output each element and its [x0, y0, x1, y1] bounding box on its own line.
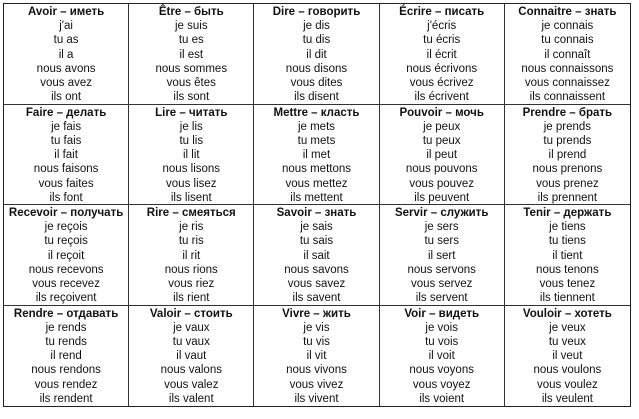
verb-cell-rendre [4, 306, 129, 407]
verb-form: vous connaissez [524, 77, 610, 90]
verb-form: je reçois [44, 221, 88, 233]
verb-form: je vois [425, 321, 458, 334]
verb-form: vous dites [290, 77, 343, 90]
verb-form: il rit [182, 249, 201, 262]
verb-form: vous prenez [536, 177, 599, 190]
verb-form: ils connaissent [529, 91, 606, 104]
verb-form: tu écris [423, 34, 461, 47]
verb-form: je connais [541, 20, 594, 32]
verb-form: il sert [427, 249, 456, 262]
verb-title: Mettre – класть [273, 106, 360, 119]
verb-form: j'ai [59, 20, 73, 32]
verb-form: tu reçois [44, 235, 88, 248]
verb-form: nous prenons [532, 163, 603, 176]
verb-form: ils disent [294, 91, 339, 104]
verb-form: ils voient [419, 392, 465, 405]
verb-form: tu peux [422, 134, 461, 147]
verb-form: ils sont [173, 91, 210, 104]
verb-form: ils savent [292, 292, 341, 305]
verb-title: Connaitre – знать [518, 6, 617, 18]
verb-cell-dire [254, 4, 379, 105]
verb-form: tu connais [541, 34, 594, 47]
verb-form: nous valons [160, 364, 222, 377]
verb-form: je rends [45, 321, 87, 334]
verb-form: vous écrivez [409, 77, 474, 90]
verb-form: je vaux [173, 321, 210, 334]
verb-form: il vaut [176, 350, 207, 363]
verb-form: je vis [303, 321, 330, 334]
verb-form: je dis [303, 20, 330, 32]
verb-form: tu prends [543, 134, 592, 147]
verb-form: il met [302, 149, 331, 162]
verb-form: vous savez [287, 278, 346, 291]
verb-form: je sais [300, 221, 333, 233]
verb-form: ils servent [415, 292, 468, 305]
verb-form: je suis [174, 20, 208, 32]
verb-title: Vivre – жить [282, 307, 351, 320]
verb-form: nous pouvons [405, 163, 478, 176]
verb-cell-mettre [254, 105, 379, 206]
verb-form: ils lisent [170, 191, 212, 204]
verb-form: nous rendons [31, 364, 101, 377]
verb-form: nous mettons [281, 163, 352, 176]
verb-title: Avoir – иметь [27, 6, 105, 18]
verb-form: ils tiennent [539, 292, 595, 305]
verb-title: Voir – видеть [404, 307, 480, 320]
verb-form: il dit [306, 48, 327, 61]
verb-cell-tenir [505, 205, 630, 306]
verb-cell-lire [129, 105, 254, 206]
verb-cell-vivre [254, 306, 379, 407]
verb-form: nous vivons [286, 364, 347, 377]
verb-form: tu vis [303, 335, 330, 348]
verb-title: Faire – делать [25, 106, 107, 119]
verb-cell-recevoir [4, 205, 129, 306]
verb-form: vous voulez [537, 378, 598, 391]
verb-title: Valoir – стоить [149, 307, 233, 320]
verb-form: je veux [549, 321, 586, 334]
verb-form: j'écris [427, 20, 457, 32]
verb-form: ils font [49, 191, 83, 204]
verb-form: vous mettez [285, 177, 348, 190]
verb-form: je ris [179, 221, 204, 233]
verb-form: vous recevez [32, 278, 100, 291]
verb-title: Vouloir – хотеть [522, 307, 612, 320]
verb-form: je prends [543, 120, 592, 133]
verb-form: tu vaux [172, 335, 210, 348]
verb-form: vous servez [411, 278, 473, 291]
verb-form: tu rends [45, 335, 87, 348]
verb-cell-pouvoir [380, 105, 505, 206]
verb-form: nous lisons [162, 163, 221, 176]
verb-title: Dire – говорить [272, 6, 361, 18]
verb-form: il fait [54, 149, 78, 162]
verb-form: je tiens [549, 221, 586, 233]
verb-title: Être – быть [158, 6, 224, 18]
verb-form: il veut [552, 350, 583, 363]
verb-form: je mets [297, 120, 336, 133]
verb-form: nous voyons [409, 364, 474, 377]
verb-cell-ecrire [380, 4, 505, 105]
verb-form: tu ris [178, 235, 204, 248]
verb-title: Rire – смеяться [146, 207, 236, 219]
verb-form: ils valent [168, 392, 214, 405]
verb-form: vous rendez [34, 378, 98, 391]
verb-form: nous savons [284, 263, 349, 276]
verb-form: ils vivent [294, 392, 339, 405]
verb-form: nous voulons [533, 364, 602, 377]
verb-title: Prendre – брать [522, 106, 613, 119]
verb-form: ils reçoivent [35, 292, 97, 305]
verb-form: nous faisons [33, 163, 99, 176]
verb-form: il reçoit [47, 249, 85, 262]
verb-cell-faire [4, 105, 129, 206]
verb-form: nous connaissons [521, 62, 614, 75]
verb-form: nous disons [285, 62, 348, 75]
verb-title: Servir – служить [394, 207, 489, 219]
verb-form: il écrit [426, 48, 457, 61]
verb-form: je peux [423, 120, 461, 133]
verb-form: ils peuvent [414, 191, 470, 204]
verb-form: il vit [306, 350, 327, 363]
verb-cell-servir [380, 205, 505, 306]
verb-form: ils ont [51, 91, 82, 104]
verb-form: ils prennent [537, 191, 598, 204]
verb-form: il peut [426, 149, 458, 162]
verb-cell-rire [129, 205, 254, 306]
conjugation-table [3, 3, 631, 407]
verb-form: nous rions [164, 263, 218, 276]
verb-form: vous faites [38, 177, 94, 190]
verb-form: nous servons [407, 263, 476, 276]
verb-form: tu dis [302, 34, 331, 47]
verb-form: vous pouvez [409, 177, 474, 190]
verb-form: tu veux [548, 335, 586, 348]
verb-form: tu sais [299, 235, 334, 248]
verb-form: nous sommes [155, 62, 228, 75]
verb-form: je fais [51, 120, 82, 133]
verb-form: il tient [552, 249, 583, 262]
verb-cell-prendre [505, 105, 630, 206]
verb-form: tu fais [50, 134, 82, 147]
verb-form: il prend [548, 149, 587, 162]
verb-form: tu tiens [548, 235, 586, 248]
verb-cell-connaitre [505, 4, 630, 105]
verb-cell-valoir [129, 306, 254, 407]
verb-cell-voir [380, 306, 505, 407]
verb-form: nous écrivons [406, 62, 478, 75]
verb-form: il a [58, 48, 74, 61]
verb-title: Savoir – знать [276, 207, 357, 219]
verb-cell-avoir [4, 4, 129, 105]
verb-form: tu as [53, 34, 79, 47]
verb-form: je sers [424, 221, 459, 233]
verb-form: vous êtes [166, 77, 216, 90]
verb-form: tu mets [297, 134, 336, 147]
verb-title: Recevoir – получать [8, 207, 124, 219]
verb-form: il voit [428, 350, 455, 363]
verb-form: il sait [303, 249, 330, 262]
verb-form: vous valez [164, 378, 219, 391]
verb-cell-vouloir [505, 306, 630, 407]
verb-form: tu vois [425, 335, 459, 348]
verb-form: tu sers [424, 235, 459, 248]
verb-form: ils rient [173, 292, 210, 305]
verb-cell-etre [129, 4, 254, 105]
verb-title: Rendre – отдавать [13, 307, 119, 320]
verb-form: nous tenons [536, 263, 599, 276]
verb-form: nous recevons [28, 263, 104, 276]
verb-form: vous voyez [412, 378, 471, 391]
verb-form: nous avons [36, 62, 96, 75]
verb-title: Lire – читать [155, 106, 228, 119]
verb-title: Pouvoir – мочь [399, 106, 484, 119]
verb-form: ils mettent [290, 191, 343, 204]
verb-form: vous lisez [166, 177, 217, 190]
verb-form: il rend [50, 350, 82, 363]
verb-form: ils rendent [39, 392, 93, 405]
verb-form: vous vivez [289, 378, 344, 391]
verb-form: vous avez [40, 77, 92, 90]
verb-form: ils veulent [541, 392, 593, 405]
verb-form: je lis [179, 120, 203, 133]
verb-form: il lit [182, 149, 200, 162]
verb-form: tu es [178, 34, 204, 47]
verb-form: il est [179, 48, 204, 61]
verb-title: Écrire – писать [399, 6, 485, 18]
verb-cell-savoir [254, 205, 379, 306]
verb-form: ils écrivent [414, 91, 469, 104]
verb-form: vous tenez [539, 278, 596, 291]
verb-title: Tenir – держать [523, 207, 612, 219]
verb-form: il connaît [544, 48, 591, 61]
verb-form: tu lis [179, 134, 204, 147]
verb-form: vous riez [168, 278, 215, 291]
